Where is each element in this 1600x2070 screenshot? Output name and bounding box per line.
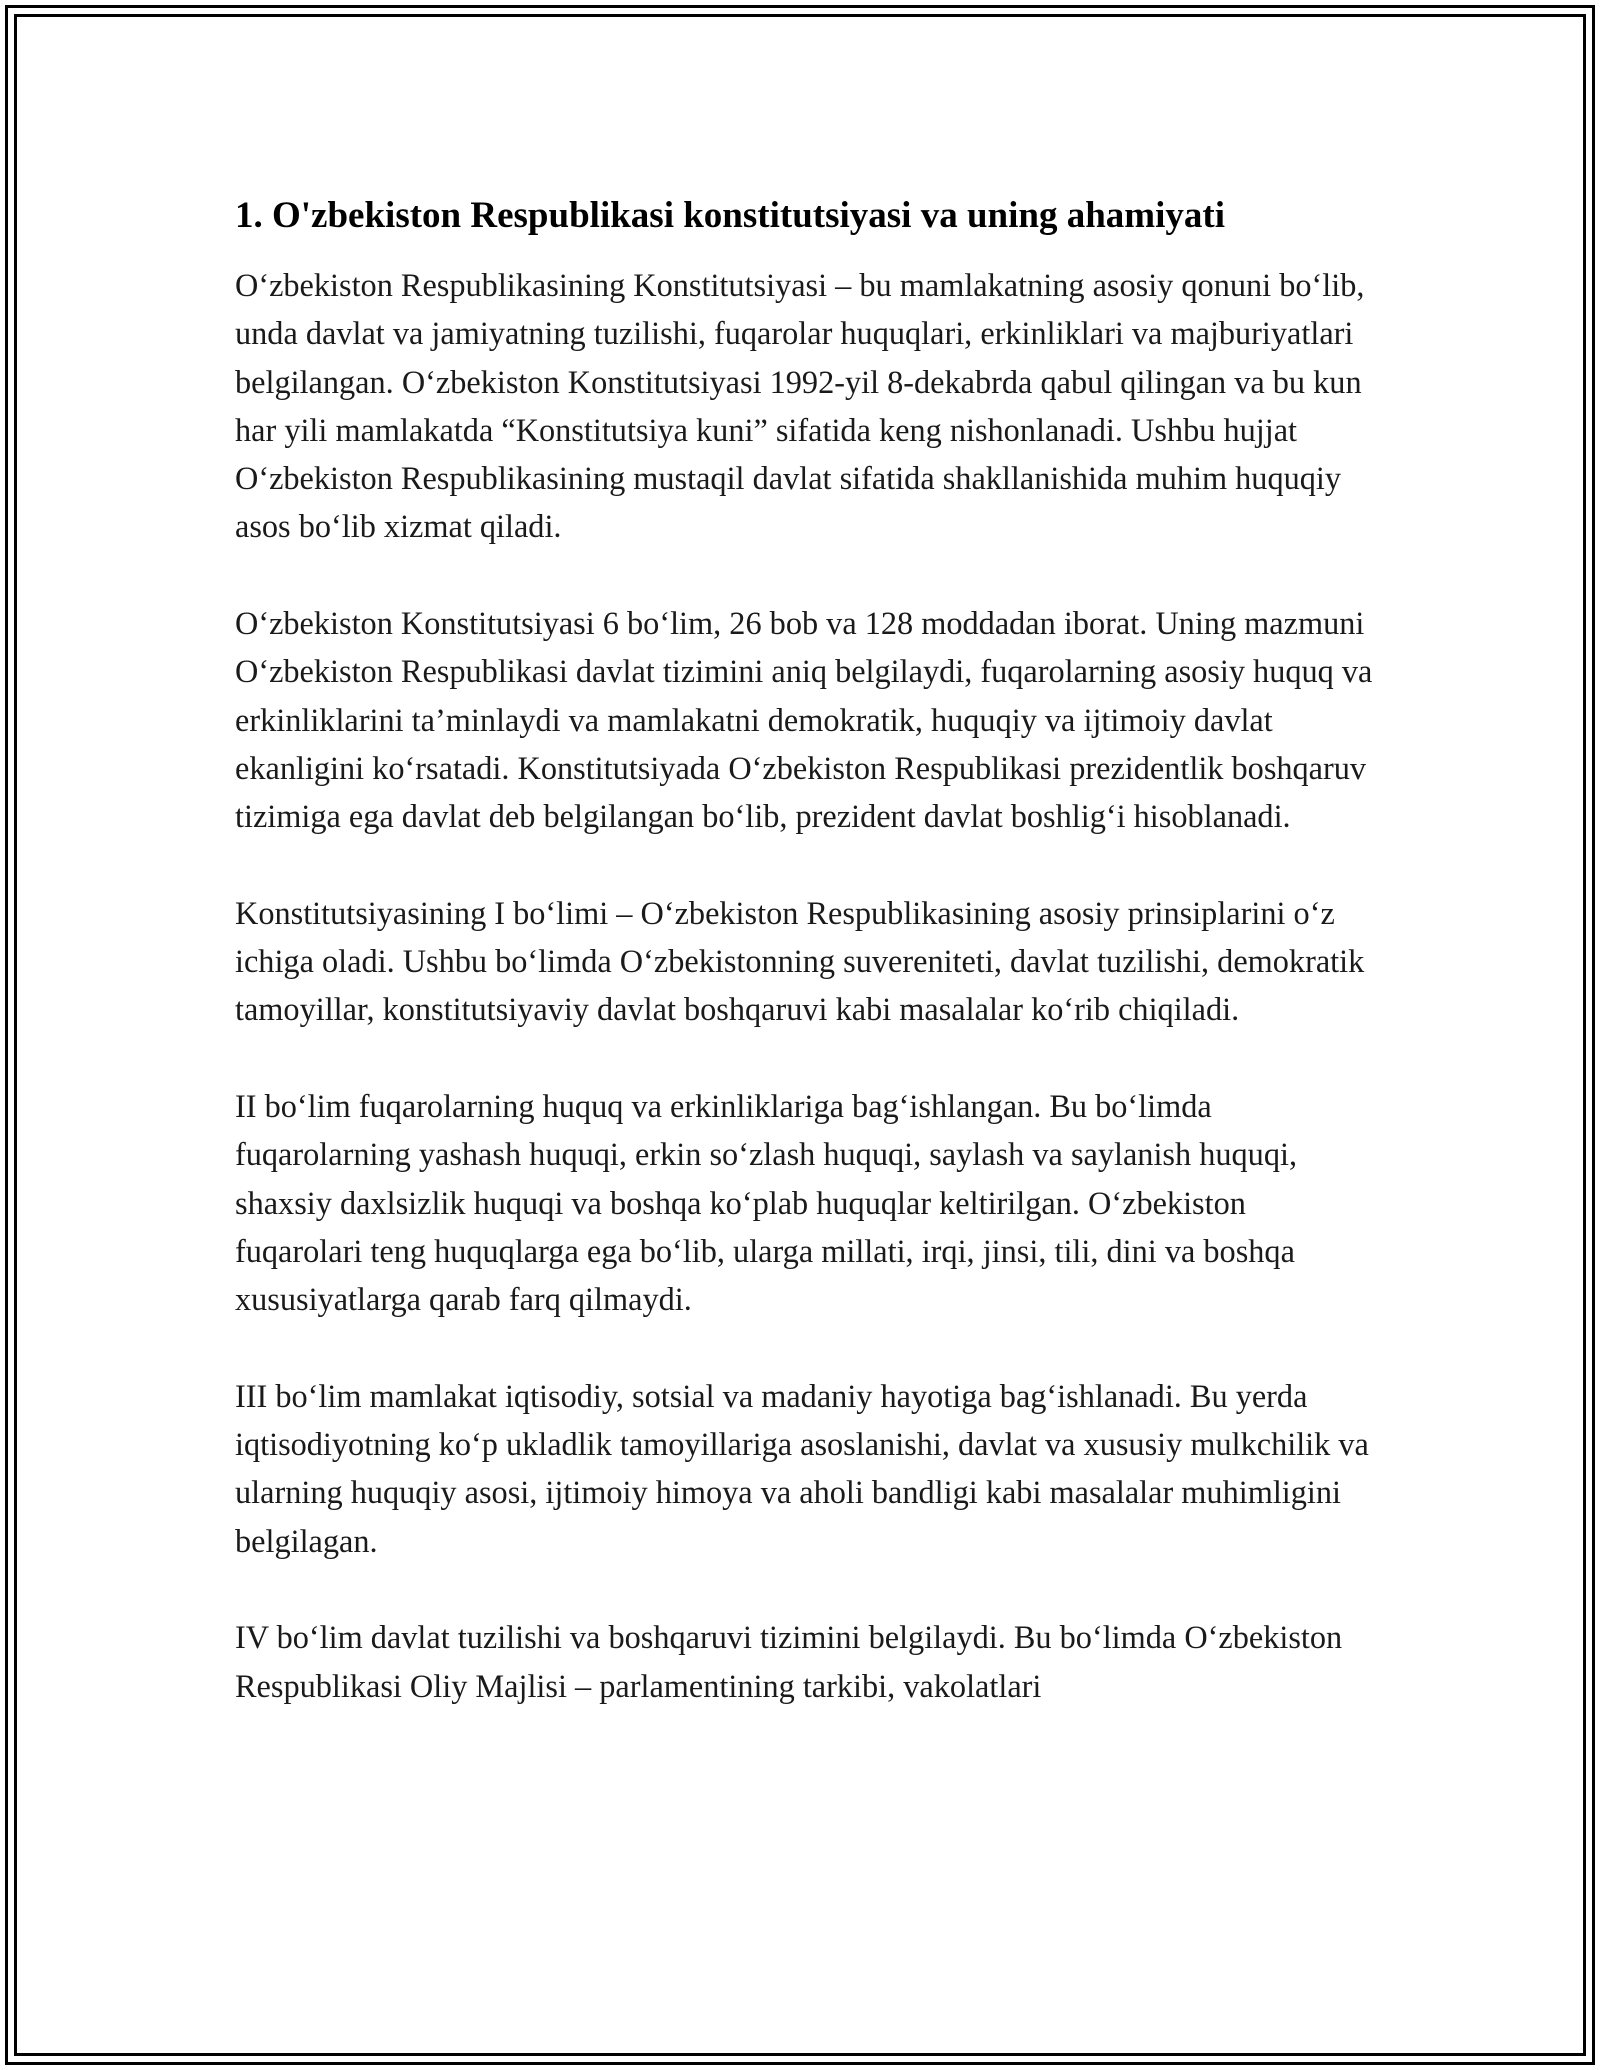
paragraph-2: O‘zbekiston Konstitutsiyasi 6 bo‘lim, 26 bob va 128 moddadan iborat. Uning mazmuni O‘zbekiston Respublikasi davlat tizimini aniq belgilaydi, fuqarolarning asosiy huquq va erkinliklarini ta’minlaydi va mamlakatni demokratik, huquqiy va ijtimoiy davlat ekanligini ko‘rsatadi. Konstitutsiyada O‘zbekiston Respublikasi prezidentlik boshqaruv tizimiga ega davlat deb belgilangan bo‘lib, prezident davlat boshlig‘i hisoblanadi.	[235, 605, 1373, 835]
document-title: 1. O'zbekiston Respublikasi konstitutsiyasi va uning ahamiyati	[235, 195, 1226, 236]
paragraph-3: Konstitutsiyasining I bo‘limi – O‘zbekiston Respublikasining asosiy prinsiplarini o‘z ichiga oladi. Ushbu bo‘limda O‘zbekistonning suvereniteti, davlat tuzilishi, demokratik tamoyillar, konstitutsiyaviy davlat boshqaruvi kabi masalalar ko‘rib chiqiladi.	[235, 894, 1365, 1028]
paragraph-6: IV bo‘lim davlat tuzilishi va boshqaruvi tizimini belgilaydi. Bu bo‘limda O‘zbekiston Respublikasi Oliy Majlisi – parlamentining tarkibi, vakolatlari	[235, 1619, 1343, 1704]
document-body	[235, 185, 1375, 1710]
paragraph-5: III bo‘lim mamlakat iqtisodiy, sotsial va madaniy hayotiga bag‘ishlanadi. Bu yerda iqtisodiyotning ko‘p ukladlik tamoyillariga asoslanishi, davlat va xususiy mulkchilik va ularning huquqiy asosi, ijtimoiy himoya va aholi bandligi kabi masalalar muhimligini belgilagan.	[235, 1377, 1369, 1559]
paragraph-4: II bo‘lim fuqarolarning huquq va erkinliklariga bag‘ishlangan. Bu bo‘limda fuqarolarning yashash huquqi, erkin so‘zlash huquqi, saylash va saylanish huquqi, shaxsiy daxlsizlik huquqi va boshqa ko‘plab huquqlar keltirilgan. O‘zbekiston fuqarolari teng huquqlarga ega bo‘lib, ularga millati, irqi, jinsi, tili, dini va boshqa xususiyatlarga qarab farq qilmaydi.	[235, 1088, 1298, 1318]
paragraph-1: O‘zbekiston Respublikasining Konstitutsiyasi – bu mamlakatning asosiy qonuni bo‘lib, unda davlat va jamiyatning tuzilishi, fuqarolar huquqlari, erkinliklari va majburiyatlari belgilangan. O‘zbekiston Konstitutsiyasi 1992-yil 8-dekabrda qabul qilingan va bu kun har yili mamlakatda “Konstitutsiya kuni” sifatida keng nishonlanadi. Ushbu hujjat O‘zbekiston Respublikasining mustaqil davlat sifatida shakllanishida muhim huquqiy asos bo‘lib xizmat qiladi.	[235, 267, 1365, 545]
